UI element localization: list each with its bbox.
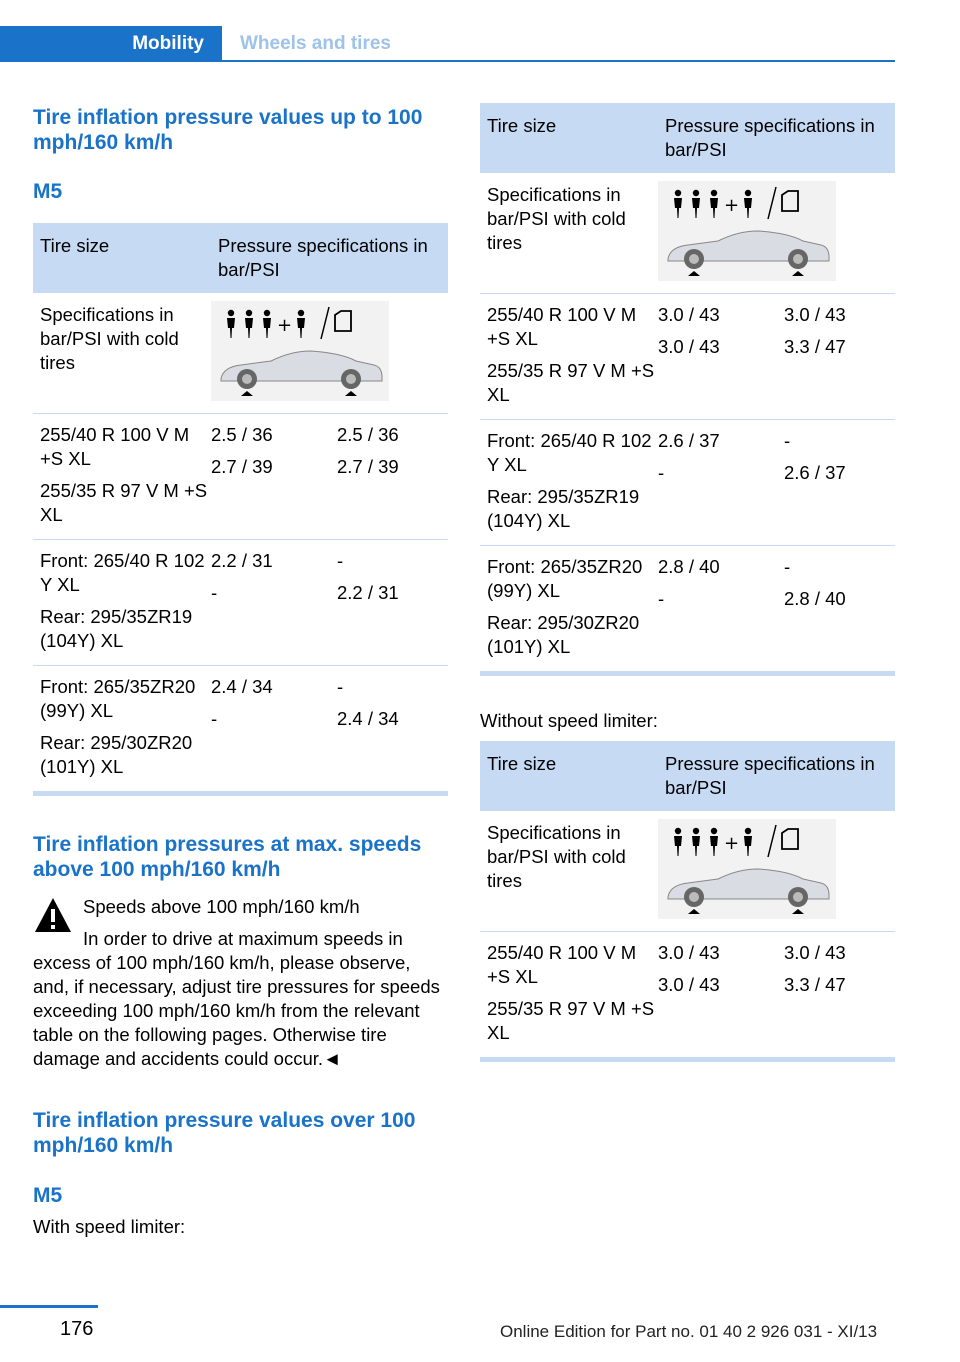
warning-title: Speeds above 100 mph/160 km/h xyxy=(83,896,360,917)
tire-size-text: Front: 265/35ZR20 (99Y) XL xyxy=(487,556,643,601)
table-header xyxy=(480,741,895,811)
tab-wheels-and-tires[interactable] xyxy=(240,26,391,62)
footer-rule xyxy=(0,1305,98,1308)
table-row xyxy=(480,546,895,672)
pressure-value: 2.8 / 40 xyxy=(658,556,720,577)
pressure-table-up-to-100 xyxy=(33,223,448,796)
tire-size-text: 255/40 R 100 V M +S XL xyxy=(40,424,190,469)
without-limiter-label: Without speed limiter: xyxy=(480,710,658,731)
spec-row xyxy=(480,173,895,294)
tire-size-text: Rear: 295/35ZR19 (104Y) XL xyxy=(40,606,193,651)
pressure-value: 3.0 / 43 xyxy=(658,304,720,325)
tire-size-text: 255/40 R 100 V M +S XL xyxy=(487,942,637,987)
section-title-over-100: Tire inflation pressure values over 100 mph/160 km/h xyxy=(33,1109,416,1157)
model-label-m5-2: M5 xyxy=(33,1184,63,1207)
pressure-value: 2.7 / 39 xyxy=(211,456,273,477)
tire-size-text: Front: 265/40 R 102 Y XL xyxy=(40,550,205,595)
tab-wheels-label: Wheels and tires xyxy=(240,33,391,54)
pressure-value: - xyxy=(658,462,665,483)
pressure-value: 2.5 / 36 xyxy=(337,424,399,445)
tire-size-text: 255/40 R 100 V M +S XL xyxy=(487,304,637,349)
spec-row xyxy=(33,293,448,414)
spec-label: Specifications in bar/PSI with cold tires xyxy=(487,822,626,891)
pressure-value: 2.6 / 37 xyxy=(658,430,720,451)
tire-size-text: Front: 265/35ZR20 (99Y) XL xyxy=(40,676,196,721)
pressure-value: - xyxy=(337,550,344,571)
pressure-value: 2.6 / 37 xyxy=(784,462,846,483)
section-title-up-to-100: Tire inflation pressure values up to 100 mph/160 km/h xyxy=(33,106,423,154)
table-header xyxy=(33,223,448,293)
section-title-max-speeds: Tire inflation pressures at max. speeds above 100 mph/160 km/h xyxy=(33,833,422,881)
pressure-value: 3.0 / 43 xyxy=(658,942,720,963)
col-tire-size: Tire size xyxy=(487,753,557,774)
spec-label: Specifications in bar/PSI with cold tires xyxy=(40,304,179,373)
pressure-value: 2.2 / 31 xyxy=(337,582,399,603)
spec-label: Specifications in bar/PSI with cold tires xyxy=(487,184,626,253)
edition-note: Online Edition for Part no. 01 40 2 926 031 - XI/13 xyxy=(500,1322,878,1341)
pressure-value: - xyxy=(337,676,344,697)
tire-size-text: Rear: 295/30ZR20 (101Y) XL xyxy=(40,732,193,777)
col-tire-size: Tire size xyxy=(40,235,110,256)
load-diagram xyxy=(658,819,836,919)
table-end-bar xyxy=(480,1058,895,1062)
occupancy-load-icon xyxy=(658,181,836,281)
table-row xyxy=(33,540,448,666)
pressure-value: - xyxy=(784,556,791,577)
pressure-value: 2.5 / 36 xyxy=(211,424,273,445)
with-limiter-label: With speed limiter: xyxy=(33,1216,186,1237)
svg-text:+: + xyxy=(724,195,740,216)
svg-text:+: + xyxy=(724,833,740,854)
tire-size-text: Front: 265/40 R 102 Y XL xyxy=(487,430,652,475)
pressure-value: 2.8 / 40 xyxy=(784,588,846,609)
pressure-value: 2.4 / 34 xyxy=(211,676,273,697)
pressure-value: - xyxy=(211,708,218,729)
svg-text:+: + xyxy=(277,315,293,336)
pressure-value: - xyxy=(784,430,791,451)
pressure-table-with-limiter xyxy=(480,103,895,676)
tire-size-text: 255/35 R 97 V M +S XL xyxy=(487,360,655,405)
col-pressure-spec: Pressure specifications in bar/PSI xyxy=(665,753,875,798)
header-rule xyxy=(0,60,895,62)
tire-size-text: 255/35 R 97 V M +S XL xyxy=(40,480,208,525)
pressure-value: 3.0 / 43 xyxy=(658,336,720,357)
occupancy-load-icon xyxy=(658,819,836,919)
pressure-value: - xyxy=(211,582,218,603)
table-row xyxy=(480,420,895,546)
load-diagram xyxy=(658,181,836,281)
pressure-value: - xyxy=(658,588,665,609)
pressure-value: 3.3 / 47 xyxy=(784,974,846,995)
pressure-value: 2.2 / 31 xyxy=(211,550,273,571)
table-row xyxy=(33,666,448,792)
pressure-value: 3.3 / 47 xyxy=(784,336,846,357)
tire-size-text: Rear: 295/35ZR19 (104Y) XL xyxy=(487,486,640,531)
pressure-value: 3.0 / 43 xyxy=(658,974,720,995)
pressure-value: 3.0 / 43 xyxy=(784,942,846,963)
col-tire-size: Tire size xyxy=(487,115,557,136)
table-end-bar xyxy=(33,792,448,796)
table-end-bar xyxy=(480,672,895,676)
occupancy-load-icon xyxy=(211,301,389,401)
table-row xyxy=(480,294,895,420)
col-pressure-spec: Pressure specifications in bar/PSI xyxy=(218,235,428,280)
col-pressure-spec: Pressure specifications in bar/PSI xyxy=(665,115,875,160)
model-label-m5: M5 xyxy=(33,180,63,203)
pressure-table-without-limiter xyxy=(480,741,895,1062)
warning-text: In order to drive at maximum speeds in excess of 100 mph/160 km/h, please observe, and, if necessary, adjust tire pressures for speeds exceeding 100 mph/160 km/h from the relevant table on the following pages. Otherwise tire damage and accidents could occur.◄ xyxy=(33,928,440,1069)
table-row xyxy=(480,932,895,1058)
table-header xyxy=(480,103,895,173)
pressure-value: 3.0 / 43 xyxy=(784,304,846,325)
table-row xyxy=(33,414,448,540)
tab-mobility[interactable] xyxy=(0,26,222,62)
spec-row xyxy=(480,811,895,932)
page-number: 176 xyxy=(60,1318,94,1340)
tire-size-text: 255/35 R 97 V M +S XL xyxy=(487,998,655,1043)
pressure-value: 2.4 / 34 xyxy=(337,708,399,729)
load-diagram xyxy=(211,301,389,401)
pressure-value: 2.7 / 39 xyxy=(337,456,399,477)
tire-size-text: Rear: 295/30ZR20 (101Y) XL xyxy=(487,612,640,657)
tab-mobility-label: Mobility xyxy=(132,33,204,54)
